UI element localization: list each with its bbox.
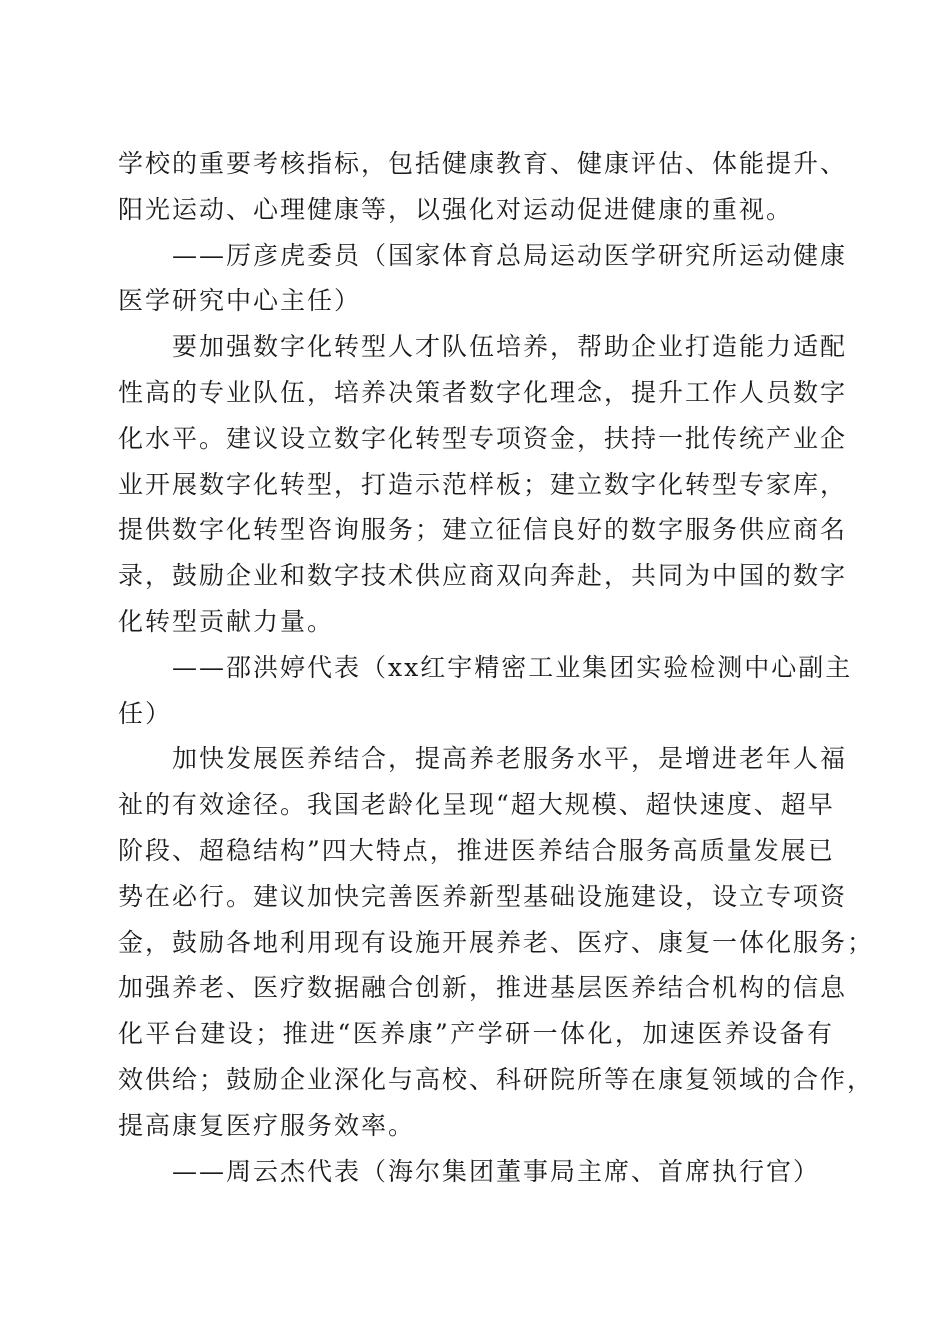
text-line: 录，鼓励企业和数字技术供应商双向奔赴，共同为中国的数字 (118, 561, 848, 591)
text-line: 学校的重要考核指标，包括健康教育、健康评估、体能提升、 (118, 149, 848, 178)
text-line: 化水平。建议设立数字化转型专项资金，扶持一批传统产业企 (118, 423, 848, 453)
text-line: 提供数字化转型咨询服务；建立征信良好的数字服务供应商名 (118, 515, 848, 545)
text-line: 祉的有效途径。我国老龄化呈现“超大规模、超快速度、超早 (118, 790, 835, 820)
text-line: 加强养老、医疗数据融合创新，推进基层医养结合机构的信息 (118, 973, 848, 1003)
text-line: ——厉彦虎委员（国家体育总局运动医学研究所运动健康 (172, 240, 848, 270)
text-line: 阳光运动、心理健康等，以强化对运动促进健康的重视。 (118, 194, 794, 224)
text-line: ——邵洪婷代表（xx红宇精密工业集团实验检测中心副主 (172, 652, 853, 682)
text-line: 加快发展医养结合，提高养老服务水平，是增进老年人福 (172, 744, 848, 774)
text-line: 金，鼓励各地利用现有设施开展养老、医疗、康复一体化服务； (118, 927, 875, 957)
text-line: 要加强数字化转型人才队伍培养，帮助企业打造能力适配 (172, 332, 848, 362)
text-line: 任） (118, 698, 173, 728)
text-line: 提高康复医疗服务效率。 (118, 1110, 416, 1140)
text-line: 阶段、超稳结构”四大特点，推进医养结合服务高质量发展已 (118, 835, 835, 865)
text-line: 效供给；鼓励企业深化与高校、科研院所等在康复领域的合作， (118, 1064, 875, 1094)
text-line: 势在必行。建议加快完善医养新型基础设施建设，设立专项资 (118, 881, 848, 911)
text-line: 性高的专业队伍，培养决策者数字化理念，提升工作人员数字 (118, 377, 848, 407)
text-line: 业开展数字化转型，打造示范样板；建立数字化转型专家库， (118, 469, 848, 499)
text-line: 医学研究中心主任） (118, 286, 362, 316)
text-line: ——周云杰代表（海尔集团董事局主席、首席执行官） (172, 1156, 821, 1186)
document-page (118, 141, 875, 1194)
text-line: 化平台建设；推进“医养康”产学研一体化，加速医养设备有 (118, 1019, 834, 1049)
text-line: 化转型贡献力量。 (118, 606, 335, 636)
